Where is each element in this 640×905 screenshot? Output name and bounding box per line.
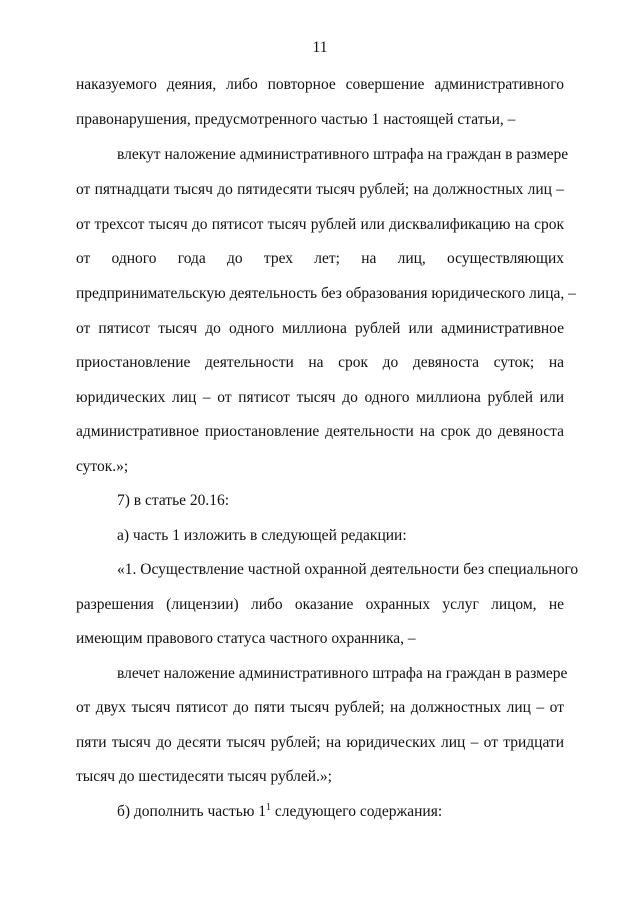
text-line: правонарушения, предусмотренного частью 1 настоящей статьи, – [76,111,516,128]
text-line: от пятисот тысяч до одного миллиона рублей или административное [76,320,564,337]
text-line: «1. Осуществление частной охранной деятельности без специального [117,561,579,578]
text-line: пяти тысяч до десяти тысяч рублей; на юридических лиц – от тридцати [76,734,564,751]
page-number: 11 [312,39,328,56]
superscript: 1 [266,801,272,813]
text-line: от одного года до трех лет; на лиц, осуществляющих [76,250,564,267]
text-segment: следующего содержания: [271,803,443,820]
text-line: от двух тысяч пятисот до пяти тысяч рублей; на должностных лиц – от [76,699,564,716]
text-line: предпринимательскую деятельность без образования юридического лица, – [76,285,576,302]
text-line: от пятнадцати тысяч до пятидесяти тысяч рублей; на должностных лиц – [76,181,564,198]
text-line: административное приостановление деятельности на срок до девяноста [76,423,564,440]
text-line: юридических лиц – от пятисот тысяч до одного миллиона рублей или [76,389,564,406]
text-line: разрешения (лицензии) либо оказание охранных услуг лицом, не [76,596,564,613]
text-line: от трехсот тысяч до пятисот тысяч рублей или дисквалификацию на срок [76,216,564,233]
text-line: тысяч до шестидесяти тысяч рублей.»; [76,768,332,785]
text-line: наказуемого деяния, либо повторное совершение административного [76,76,564,93]
text-segment: б) дополнить частью 1 [117,803,267,820]
text-line: приостановление деятельности на срок до девяноста суток; на [76,354,564,371]
text-line: влекут наложение административного штрафа на граждан в размере [117,146,569,163]
text-line: 7) в статье 20.16: [117,492,230,509]
text-line: суток.»; [76,458,129,475]
text-line: имеющим правового статуса частного охранника, – [76,630,416,647]
text-line: а) часть 1 изложить в следующей редакции: [117,527,407,544]
text-line: влечет наложение административного штрафа на граждан в размере [117,665,568,682]
text-line [117,802,564,822]
